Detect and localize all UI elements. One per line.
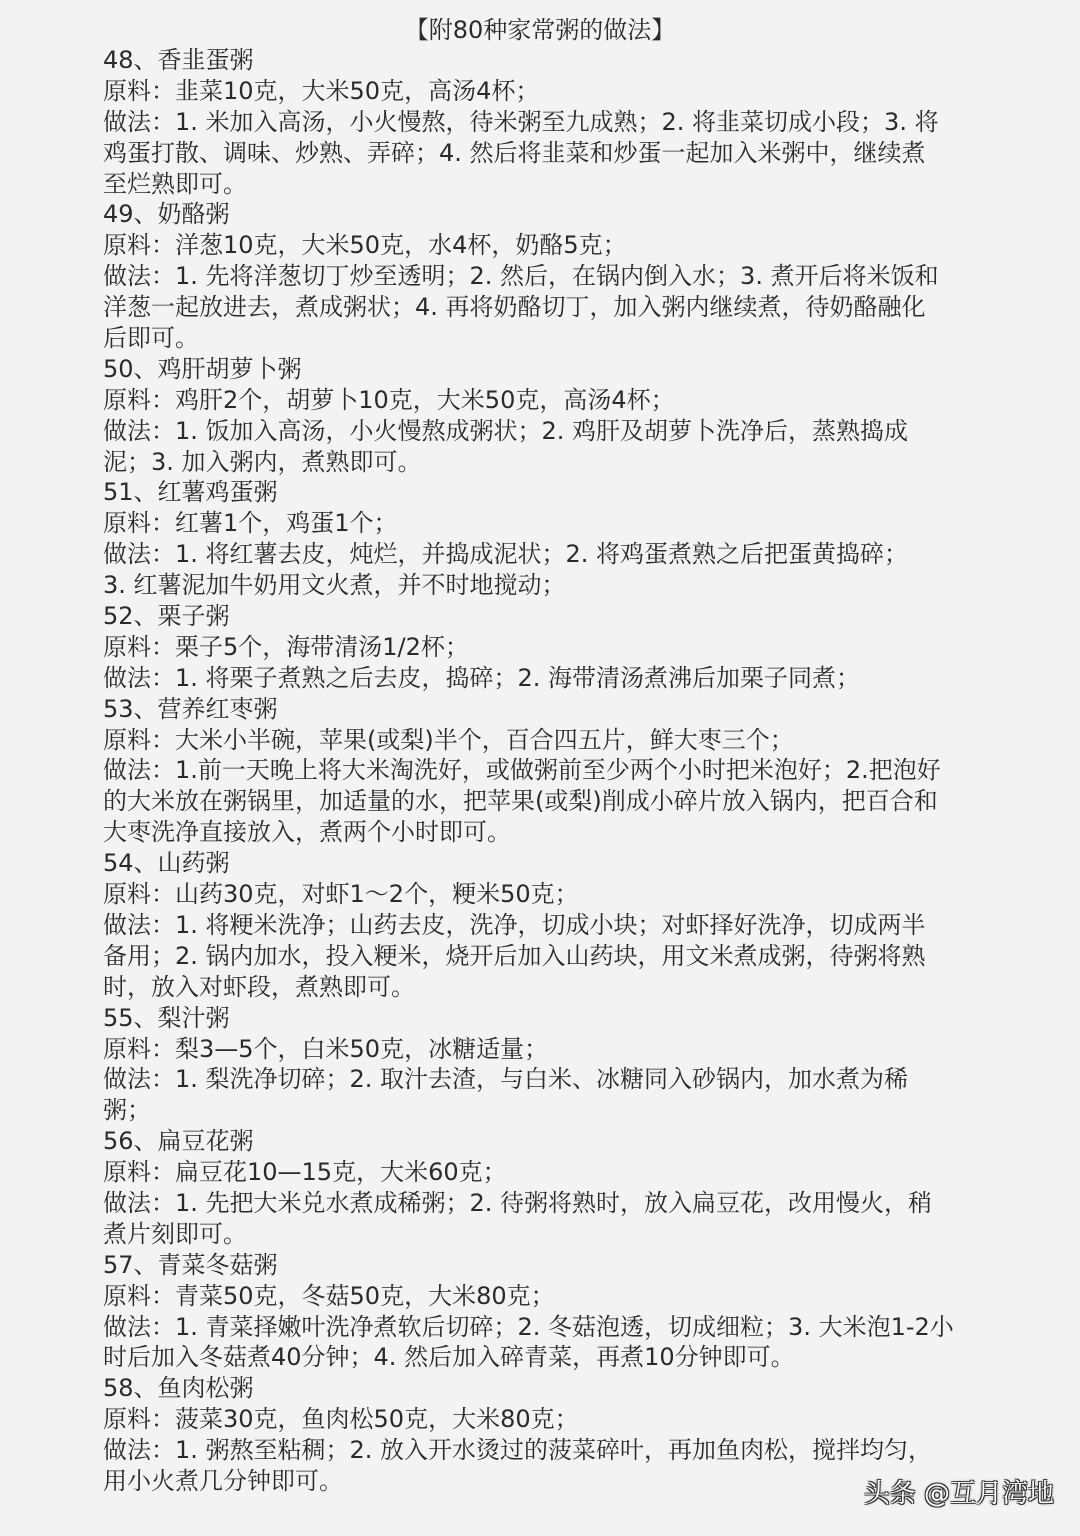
document-title: 【附80种家常粥的做法】 [404,16,676,44]
text-line: 51、红薯鸡蛋粥 [103,478,278,507]
text-line: 58、鱼肉松粥 [103,1374,254,1403]
text-line: 53、营养红枣粥 [103,694,278,723]
watermark: 头条 @互月湾地 [863,1479,1054,1509]
text-line: 时后加入冬菇煮40分钟；4. 然后加入碎青菜，再煮10分钟即可。 [103,1343,795,1372]
text-line: 洋葱一起放进去，煮成粥状；4. 再将奶酪切丁，加入粥内继续煮，待奶酪融化 [103,293,926,322]
text-line: 做法：1. 饭加入高汤，小火慢熬成粥状；2. 鸡肝及胡萝卜洗净后，蒸熟捣成 [103,416,909,445]
text-line: 48、香韭蛋粥 [103,46,254,74]
text-line: 做法：1. 粥熬至粘稠；2. 放入开水烫过的菠菜碎叶，再加鱼肉松，搅拌均匀， [103,1436,933,1465]
text-line: 时，放入对虾段，煮熟即可。 [103,972,415,1001]
text-line: 的大米放在粥锅里，加适量的水，把苹果(或梨)削成小碎片放入锅内，把百合和 [103,787,938,816]
text-line: 备用；2. 锅内加水，投入粳米，烧开后加入山药块，用文米煮成粥，待粥将熟 [103,941,926,970]
text-line: 原料：扁豆花10—15克，大米60克； [103,1158,507,1187]
text-line: 原料：栗子5个，海带清汤1/2杯； [103,632,469,661]
text-line: 原料：韭菜10克，大米50克，高汤4杯； [103,76,540,105]
text-line: 做法：1. 将红薯去皮，炖烂，并捣成泥状；2. 将鸡蛋煮熟之后把蛋黄捣碎； [103,540,909,569]
text-line: 做法：1. 青菜择嫩叶洗净煮软后切碎；2. 冬菇泡透，切成细粒；3. 大米泡1-2小 [103,1312,954,1341]
text-line: 做法：1. 米加入高汤，小火慢熬，待米粥至九成熟；2. 将韭菜切成小段；3. 将 [103,107,939,136]
text-line: 原料：菠菜30克，鱼肉松50克，大米80克； [103,1405,579,1434]
text-line: 用小火煮几分钟即可。 [103,1466,343,1495]
text-line: 原料：梨3—5个，白米50克，冰糖适量； [103,1034,549,1063]
text-line: 52、栗子粥 [103,602,230,631]
text-line: 做法：1. 先将洋葱切丁炒至透明；2. 然后，在锅内倒入水；3. 煮开后将米饭和 [103,262,939,291]
text-line: 49、奶酪粥 [103,200,230,229]
text-line: 50、鸡肝胡萝卜粥 [103,354,302,383]
text-line: 后即可。 [103,324,199,353]
recipe-text-body [103,45,978,1497]
text-line: 做法：1.前一天晚上将大米淘洗好，或做粥前至少两个小时把米泡好；2.把泡好 [103,756,941,785]
text-line: 56、扁豆花粥 [103,1127,254,1156]
text-line: 做法：1. 将粳米洗净；山药去皮，洗净，切成小块；对虾择好洗净，切成两半 [103,910,926,939]
text-line: 大枣洗净直接放入，煮两个小时即可。 [103,818,511,847]
text-line: 煮片刻即可。 [103,1219,247,1248]
text-line: 原料：山药30克，对虾1～2个，粳米50克； [103,880,579,909]
text-line: 54、山药粥 [103,849,230,878]
text-line: 粥； [103,1096,151,1125]
text-line: 做法：1. 梨洗净切碎；2. 取汁去渣，与白米、冰糖同入砂锅内，加水煮为稀 [103,1065,909,1094]
text-line: 鸡蛋打散、调味、炒熟、弄碎；4. 然后将韭菜和炒蛋一起加入米粥中，继续煮 [103,138,926,167]
text-line: 57、青菜冬菇粥 [103,1250,278,1279]
text-line: 泥；3. 加入粥内，煮熟即可。 [103,447,422,476]
text-line: 原料：洋葱10克，大米50克，水4杯，奶酪5克； [103,231,627,260]
text-line: 做法：1. 先把大米兑水煮成稀粥；2. 待粥将熟时，放入扁豆花，改用慢火，稍 [103,1188,933,1217]
text-line: 55、梨汁粥 [103,1003,230,1032]
text-line: 原料：大米小半碗，苹果(或梨)半个，百合四五片，鲜大枣三个； [103,725,794,754]
text-line: 做法：1. 将栗子煮熟之后去皮，捣碎；2. 海带清汤煮沸后加栗子同煮； [103,663,861,692]
text-line: 原料：青菜50克，冬菇50克，大米80克； [103,1281,555,1310]
text-line: 原料：鸡肝2个，胡萝卜10克，大米50克，高汤4杯； [103,385,675,414]
text-line: 至烂熟即可。 [103,169,247,198]
text-line: 原料：红薯1个，鸡蛋1个； [103,509,398,538]
text-line: 3. 红薯泥加牛奶用文火煮，并不时地搅动； [103,571,566,600]
